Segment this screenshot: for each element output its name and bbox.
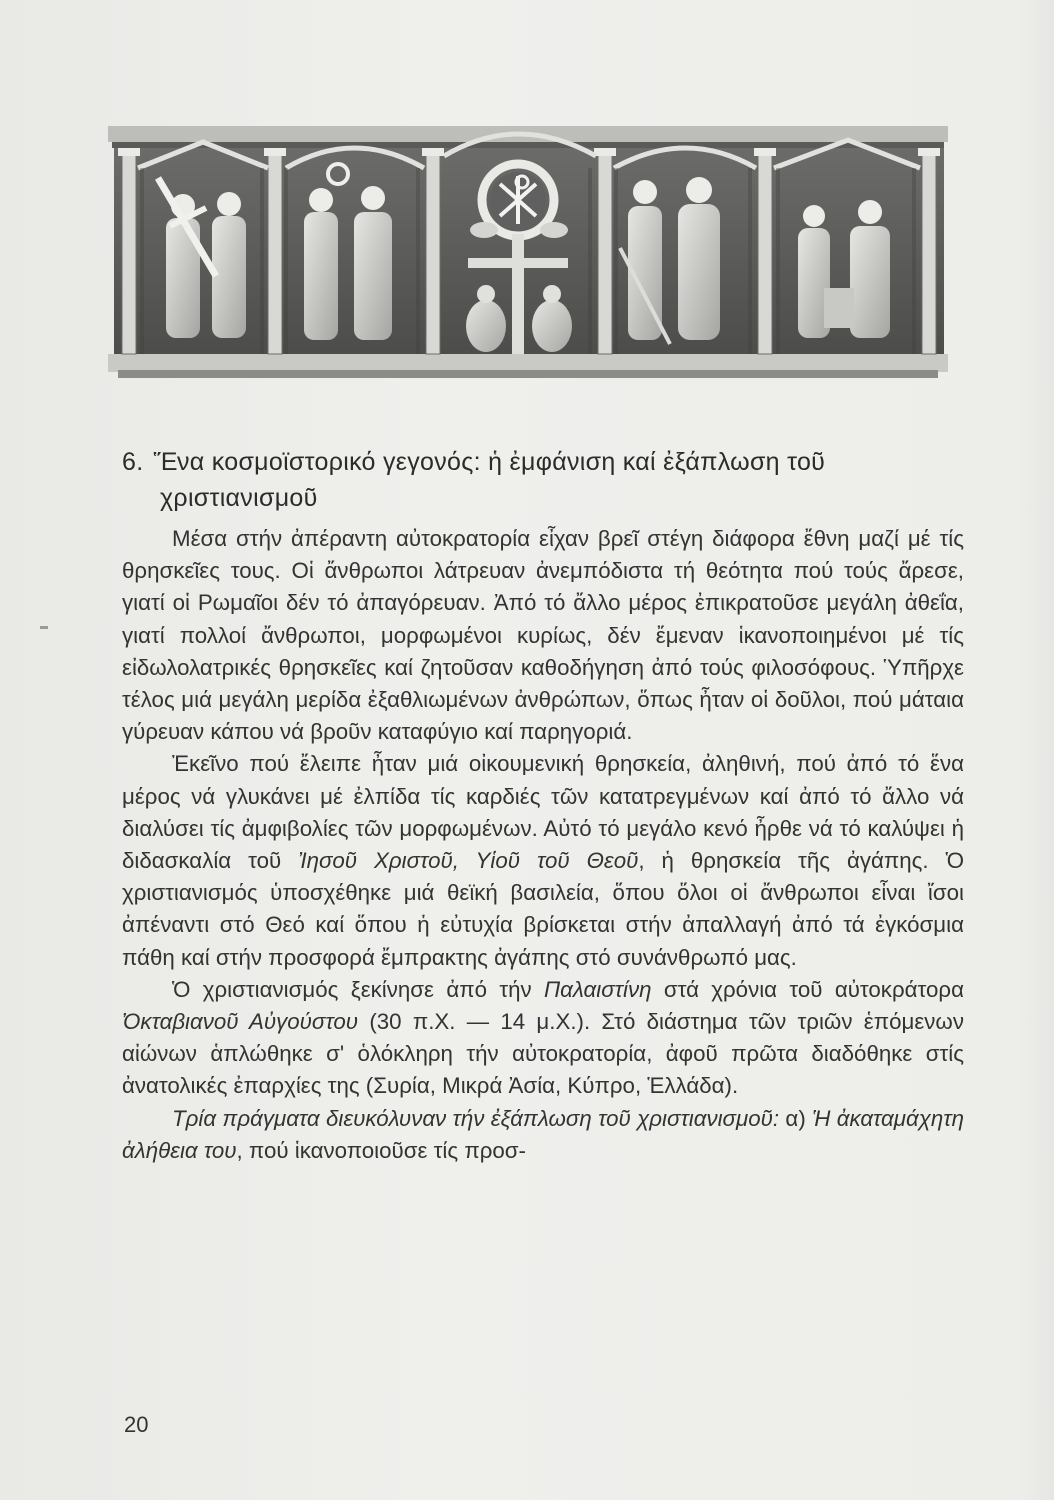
- paragraph-2-text-a: Ἐκεῖνο πού ἔλειπε ἦταν μιά οἰκουμενική θρησκεία, ἀληθινή, πού ἀπό τό ἕνα μέρος νά γλυκάνει μέ ἐλπίδα τίς καρδιές τῶν κατατρεγμένων καί ἀπό τό ἄλλο νά διαλύσει τίς ἀμφιβολίες τῶν μορφωμένων. Αὐτό τό μεγάλο κενό ἦρθε νά τό καλύψει ἡ διδασκαλία τοῦ: [122, 751, 964, 874]
- paragraph-3-text-a: Ὁ χριστιανισμός ξεκίνησε ἀπό τήν: [172, 976, 545, 1002]
- paragraph-4-marker: α): [779, 1105, 813, 1131]
- sarcophagus-relief-image: [108, 108, 948, 380]
- paragraph-3-text-b: στά χρόνια τοῦ αὐτοκράτορα: [651, 976, 964, 1002]
- paragraph-3: [122, 974, 964, 1103]
- page-edge-shadow: [1018, 0, 1054, 1500]
- body-text: [122, 523, 964, 1167]
- paragraph-2-emphasis: Ἰησοῦ Χριστοῦ, Υἱοῦ τοῦ Θεοῦ: [298, 848, 639, 874]
- paragraph-3-place: Παλαιστίνη: [544, 976, 652, 1002]
- margin-mark: [40, 626, 48, 629]
- section-title-line-2: χριστιανισμοῦ: [160, 484, 318, 512]
- paragraph-2-text-b: , ἡ θρησκεία τῆς ἀγάπης. Ὁ χριστιανισμός ὑποσχέθηκε μιά θεϊκή βασιλεία, ὅπου ὅλοι οἱ ἄνθρωποι εἶναι ἴσοι ἀπέναντι στό Θεό καί ὅπου ἡ εὐτυχία βρίσκεται στήν ἀπαλλαγή ἀπό τά ἐγκόσμια πάθη καί στήν προσφορά ἔμπρακτης ἀγάπης στό συνάνθρωπό μας.: [122, 848, 964, 970]
- paragraph-4: [122, 1103, 964, 1167]
- page-number: 20: [124, 1412, 149, 1437]
- paragraph-1-text: Μέσα στήν ἀπέραντη αὐτοκρατορία εἶχαν βρεῖ στέγη διάφορα ἔθνη μαζί μέ τίς θρησκεῖες τους. Οἱ ἄνθρωποι λάτρευαν ἀνεμπόδιστα τή θεότητα πού τούς ἄρεσε, γιατί οἱ Ρωμαῖοι δέν τό ἀπαγόρευαν. Ἀπό τό ἄλλο μέρος ἐπικρατοῦσε μεγάλη ἀθεΐα, γιατί πολλοί ἄνθρωποι, μορφωμένοι κυρίως, δέν ἔμεναν ἱκανοποιημένοι μέ τίς εἰδωλολατρικές θρησκεῖες καί ζητοῦσαν καθοδήγηση ἀπό τούς φιλοσόφους. Ὑπῆρχε τέλος μιά μεγάλη μερίδα ἐξαθλιωμένων ἀνθρώπων, ὅπως ἦταν οἱ δοῦλοι, πού μάταια γύρευαν κάπου νά βροῦν καταφύγιο καί παρηγοριά.: [122, 526, 964, 745]
- paragraph-4-point-a: Ἡ ἀκαταμάχητη ἀλήθεια του: [122, 1105, 964, 1163]
- paragraph-4-lead: Τρία πράγματα διευκόλυναν τήν ἐξάπλωση τοῦ χριστιανισμοῦ:: [172, 1105, 780, 1131]
- paragraph-4-text: , πού ἱκανοποιοῦσε τίς προσ-: [236, 1137, 526, 1163]
- paragraph-1: [122, 523, 964, 748]
- paragraph-3-emperor: Ὀκταβιανοῦ Αὐγούστου: [122, 1009, 359, 1035]
- section-title-line-1: Ἕνα κοσμοϊστορικό γεγονός: ἡ ἐμφάνιση καί ἐξάπλωση τοῦ: [153, 448, 826, 476]
- paragraph-3-text-c: (30 π.Χ. — 14 μ.Χ.). Στό διάστημα τῶν τριῶν ἑπόμενων αἰώνων ἁπλώθηκε σ' ὁλόκληρη τήν αὐτοκρατορία, ἀφοῦ πρῶτα διαδόθηκε στίς ἀνατολικές ἐπαρχίες της (Συρία, Μικρά Ἀσία, Κύπρο, Ἑλλάδα).: [122, 1009, 964, 1099]
- section-number: 6.: [122, 448, 144, 476]
- section-heading: [122, 444, 982, 516]
- paragraph-2: [122, 748, 964, 973]
- relief-drawing: [108, 108, 948, 380]
